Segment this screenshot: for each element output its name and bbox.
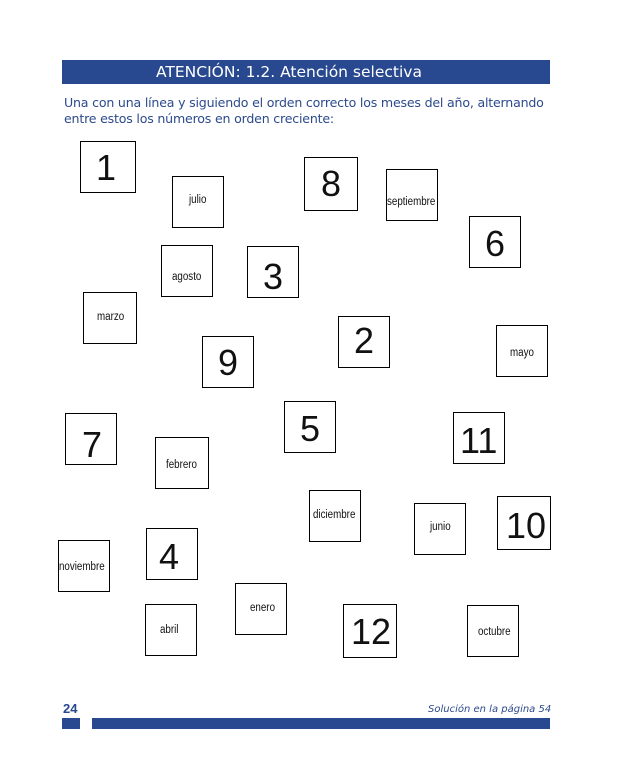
number-label: 12 xyxy=(351,611,392,652)
month-box-junio[interactable] xyxy=(414,503,466,555)
number-label: 10 xyxy=(506,505,547,546)
month-label: junio xyxy=(430,521,451,533)
number-box-6[interactable] xyxy=(469,216,521,268)
number-label: 5 xyxy=(300,408,321,449)
number-box-11[interactable] xyxy=(453,412,505,464)
month-label: octubre xyxy=(478,626,511,638)
month-label: diciembre xyxy=(313,509,356,521)
instructions-text: Una con una línea y siguiendo el orden correcto los meses del año, alternando entre estos los números en orden creciente: xyxy=(64,95,544,126)
month-box-diciembre[interactable] xyxy=(309,490,361,542)
month-box-septiembre[interactable] xyxy=(386,169,438,221)
month-box-octubre[interactable] xyxy=(467,605,519,657)
footer-bar-small xyxy=(62,718,80,729)
month-label: abril xyxy=(160,624,179,636)
section-title: ATENCIÓN: 1.2. Atención selectiva xyxy=(156,63,422,81)
number-box-3[interactable] xyxy=(247,246,299,298)
month-box-febrero[interactable] xyxy=(155,437,209,489)
footer-bar-long xyxy=(92,718,550,729)
month-box-enero[interactable] xyxy=(235,583,287,635)
number-box-5[interactable] xyxy=(284,401,336,453)
number-label: 9 xyxy=(218,342,239,383)
month-label: enero xyxy=(250,602,276,614)
month-label: marzo xyxy=(97,311,125,323)
page-number: 24 xyxy=(63,701,78,716)
month-label: julio xyxy=(189,194,207,206)
number-label: 3 xyxy=(263,256,284,297)
number-box-10[interactable] xyxy=(497,496,551,550)
solution-reference: Solución en la página 54 xyxy=(428,704,552,715)
month-box-julio[interactable] xyxy=(172,176,224,228)
number-box-7[interactable] xyxy=(65,413,117,465)
section-title-banner xyxy=(62,60,550,84)
number-box-2[interactable] xyxy=(338,316,390,368)
number-box-8[interactable] xyxy=(304,157,358,211)
month-label: mayo xyxy=(510,347,534,359)
month-label: agosto xyxy=(172,271,202,283)
month-box-abril[interactable] xyxy=(145,604,197,656)
number-box-12[interactable] xyxy=(343,604,397,658)
month-box-noviembre[interactable] xyxy=(58,540,110,592)
number-label: 2 xyxy=(354,320,375,361)
month-label: febrero xyxy=(166,459,197,471)
number-label: 8 xyxy=(321,163,342,204)
number-label: 7 xyxy=(82,424,103,465)
number-box-4[interactable] xyxy=(146,528,198,580)
month-box-mayo[interactable] xyxy=(496,325,548,377)
number-label: 4 xyxy=(159,536,180,577)
month-label: noviembre xyxy=(59,561,105,573)
number-label: 1 xyxy=(96,147,117,188)
number-label: 11 xyxy=(460,420,498,461)
month-label: septiembre xyxy=(387,196,436,208)
number-box-1[interactable] xyxy=(80,141,136,193)
month-box-agosto[interactable] xyxy=(161,245,213,297)
number-label: 6 xyxy=(485,223,506,264)
number-box-9[interactable] xyxy=(202,336,254,388)
month-box-marzo[interactable] xyxy=(83,292,137,344)
